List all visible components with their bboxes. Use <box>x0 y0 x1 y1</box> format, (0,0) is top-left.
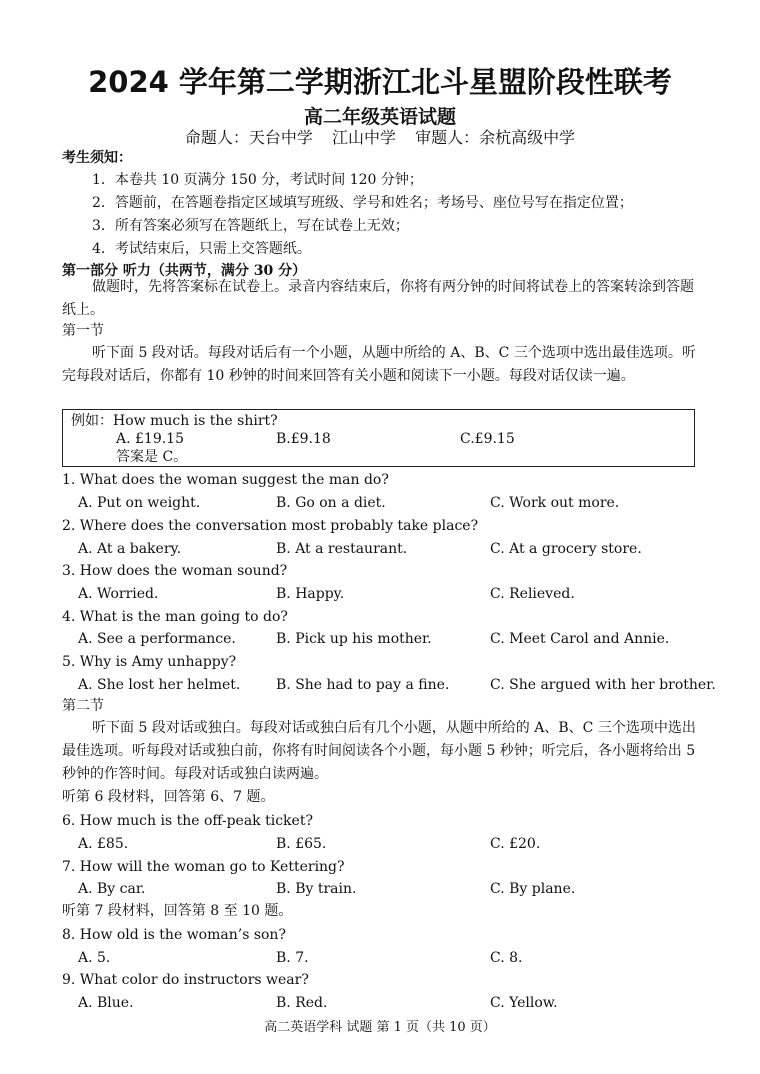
q4-option-a: A. See a performance. <box>78 631 236 647</box>
notice-item-3: 3．所有答案必须写在答题纸上，写在试卷上无效； <box>92 218 409 234</box>
reviewer: 审题人：余杭高级中学 <box>415 128 576 147</box>
q6-option-c: C. £20. <box>490 836 541 852</box>
section1-instructions: 听下面 5 段对话。每段对话后有一个小题，从题中所给的 A、B、C 三个选项中选出最佳选项。听完每段对话后，你都有 10 秒钟的时间来回答有关小题和阅读下一小题。每段对话仅读一遍。 <box>62 345 696 384</box>
q9-option-c: C. Yellow. <box>490 995 558 1011</box>
notice-item-1: 1．本卷共 10 页满分 150 分，考试时间 120 分钟； <box>92 172 423 188</box>
part1-heading: 第一部分 听力（共两节，满分 30 分） <box>62 263 307 279</box>
part1-intro: 做题时，先将答案标在试卷上。录音内容结束后，你将有两分钟的时间将试卷上的答案转涂到答题纸上。 <box>62 279 694 318</box>
q6-option-a: A. £85. <box>78 836 129 852</box>
q7-option-b: B. By train. <box>276 881 357 897</box>
q5-option-c: C. She argued with her brother. <box>490 677 716 693</box>
notice-item-2: 2．答题前，在答题卷指定区域填写班级、学号和姓名；考场号、座位号写在指定位置； <box>92 195 633 211</box>
example-answer: 答案是 C。 <box>116 449 188 465</box>
author-1: 命题人：天台中学 <box>184 128 313 147</box>
material-6: 听第 6 段材料，回答第 6、7 题。 <box>62 789 275 805</box>
q5-option-b: B. She had to pay a fine. <box>276 677 450 693</box>
exam-subtitle: 高二年级英语试题 <box>303 106 456 128</box>
q1-option-b: B. Go on a diet. <box>276 495 386 511</box>
q6-option-b: B. £65. <box>276 836 327 852</box>
q2-option-c: C. At a grocery store. <box>490 541 642 557</box>
section2-heading: 第二节 <box>62 698 104 714</box>
q9-option-b: B. Red. <box>276 995 328 1011</box>
question-5: 5. Why is Amy unhappy? <box>62 654 237 670</box>
question-7: 7. How will the woman go to Kettering? <box>62 859 345 875</box>
q4-option-c: C. Meet Carol and Annie. <box>490 631 670 647</box>
q9-option-a: A. Blue. <box>78 995 134 1011</box>
q8-option-a: A. 5. <box>78 950 111 966</box>
notice-heading: 考生须知： <box>62 150 132 166</box>
exam-authors <box>0 125 760 148</box>
exam-title: 2024 学年第二学期浙江北斗星盟阶段性联考 <box>88 65 672 99</box>
q8-option-b: B. 7. <box>276 950 309 966</box>
section2-instructions: 听下面 5 段对话或独白。每段对话或独白后有几个小题，从题中所给的 A、B、C 三个选项中选出最佳选项。听每段对话或独白前，你将有时间阅读各个小题，每小题 5 秒钟；听完后，各小题将给出 5 秒钟的作答时间。每段对话或独白读两遍。 <box>62 720 696 782</box>
notice-item-4: 4．考试结束后，只需上交答题纸。 <box>92 241 311 257</box>
question-9: 9. What color do instructors wear? <box>62 972 309 988</box>
q2-option-a: A. At a bakery. <box>78 541 182 557</box>
question-8: 8. How old is the woman’s son? <box>62 927 286 943</box>
q3-option-c: C. Relieved. <box>490 586 575 602</box>
q1-option-c: C. Work out more. <box>490 495 620 511</box>
question-3: 3. How does the woman sound? <box>62 563 288 579</box>
question-6: 6. How much is the off-peak ticket? <box>62 813 313 829</box>
question-4: 4. What is the man going to do? <box>62 609 288 625</box>
example-option-b: B.£9.18 <box>276 431 331 447</box>
material-7: 听第 7 段材料，回答第 8 至 10 题。 <box>62 903 293 919</box>
example-question: 例如：How much is the shirt? <box>71 413 278 429</box>
q3-option-b: B. Happy. <box>276 586 345 602</box>
q1-option-a: A. Put on weight. <box>78 495 201 511</box>
example-option-c: C.£9.15 <box>460 431 515 447</box>
q7-option-c: C. By plane. <box>490 881 576 897</box>
q2-option-b: B. At a restaurant. <box>276 541 408 557</box>
example-option-a: A. £19.15 <box>116 431 184 447</box>
question-1: 1. What does the woman suggest the man do? <box>62 472 389 488</box>
question-2: 2. Where does the conversation most probably take place? <box>62 518 479 534</box>
q5-option-a: A. She lost her helmet. <box>78 677 241 693</box>
author-2: 江山中学 <box>331 128 396 147</box>
q8-option-c: C. 8. <box>490 950 523 966</box>
section1-heading: 第一节 <box>62 323 104 339</box>
q3-option-a: A. Worried. <box>78 586 159 602</box>
page-footer: 高二英语学科 试题 第 1 页（共 10 页） <box>264 1020 496 1035</box>
q4-option-b: B. Pick up his mother. <box>276 631 432 647</box>
q7-option-a: A. By car. <box>78 881 146 897</box>
